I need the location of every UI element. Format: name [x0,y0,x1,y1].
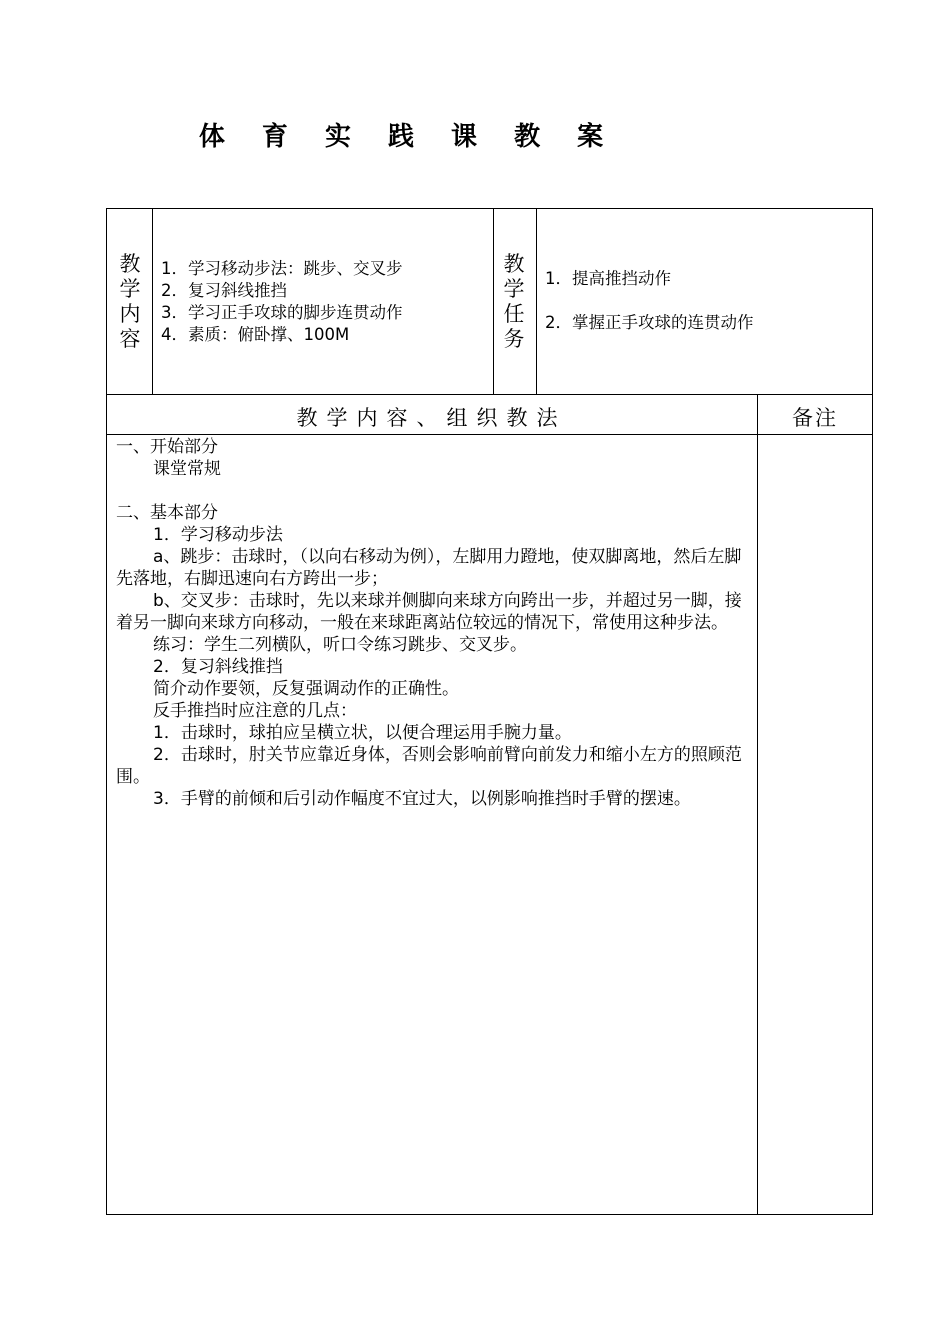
paragraph: 练习：学生二列横队，听口令练习跳步、交叉步。 [153,635,527,655]
section-title: 一、开始部分 [116,437,218,457]
paragraph: a、跳步：击球时，（以向右移动为例），左脚用力蹬地，使双脚离地，然后左脚先落地，右脚迅速向右方跨出一步； [116,547,742,589]
paragraph: 课堂常规 [153,459,221,479]
remark-header: 备注 [792,406,838,430]
list-item: 1．学习移动步法：跳步、交叉步 [161,259,403,278]
divider [757,394,758,1215]
list-item: 3．学习正手攻球的脚步连贯动作 [161,303,403,322]
list-item: 2．掌握正手攻球的连贯动作 [545,313,754,332]
divider [152,208,153,394]
divider [493,208,494,394]
section-title: 二、基本部分 [116,503,218,523]
task-list [545,268,754,334]
content-label: 教学内容 [119,252,141,351]
task-label: 教学任务 [503,252,525,351]
section-header: 教学内容、组织教法 [296,406,567,430]
paragraph: 3．手臂的前倾和后引动作幅度不宜过大，以例影响推挡时手臂的摆速。 [153,789,691,809]
page-title: 体 育 实 践 课 教 案 [198,122,618,152]
lesson-body [116,436,750,810]
paragraph: 1．击球时，球拍应呈横立状，以便合理运用手腕力量。 [153,723,572,743]
paragraph: b、交叉步：击球时，先以来球并侧脚向来球方向跨出一步，并超过另一脚，接着另一脚向来球方向移动，一般在来球距离站位较远的情况下，常使用这种步法。 [116,591,742,633]
list-item: 2．复习斜线推挡 [161,281,287,300]
list-item: 1．提高推挡动作 [545,269,671,288]
paragraph: 2．击球时，肘关节应靠近身体，否则会影响前臂向前发力和缩小左方的照顾范围。 [116,745,742,787]
list-item: 4．素质：俯卧撑、100M [161,325,350,344]
paragraph: 1．学习移动步法 [153,525,283,545]
paragraph: 2．复习斜线推挡 [153,657,283,677]
divider [536,208,537,394]
paragraph: 简介动作要领，反复强调动作的正确性。 [153,679,459,699]
paragraph: 反手推挡时应注意的几点： [153,701,357,721]
content-list [161,258,403,346]
